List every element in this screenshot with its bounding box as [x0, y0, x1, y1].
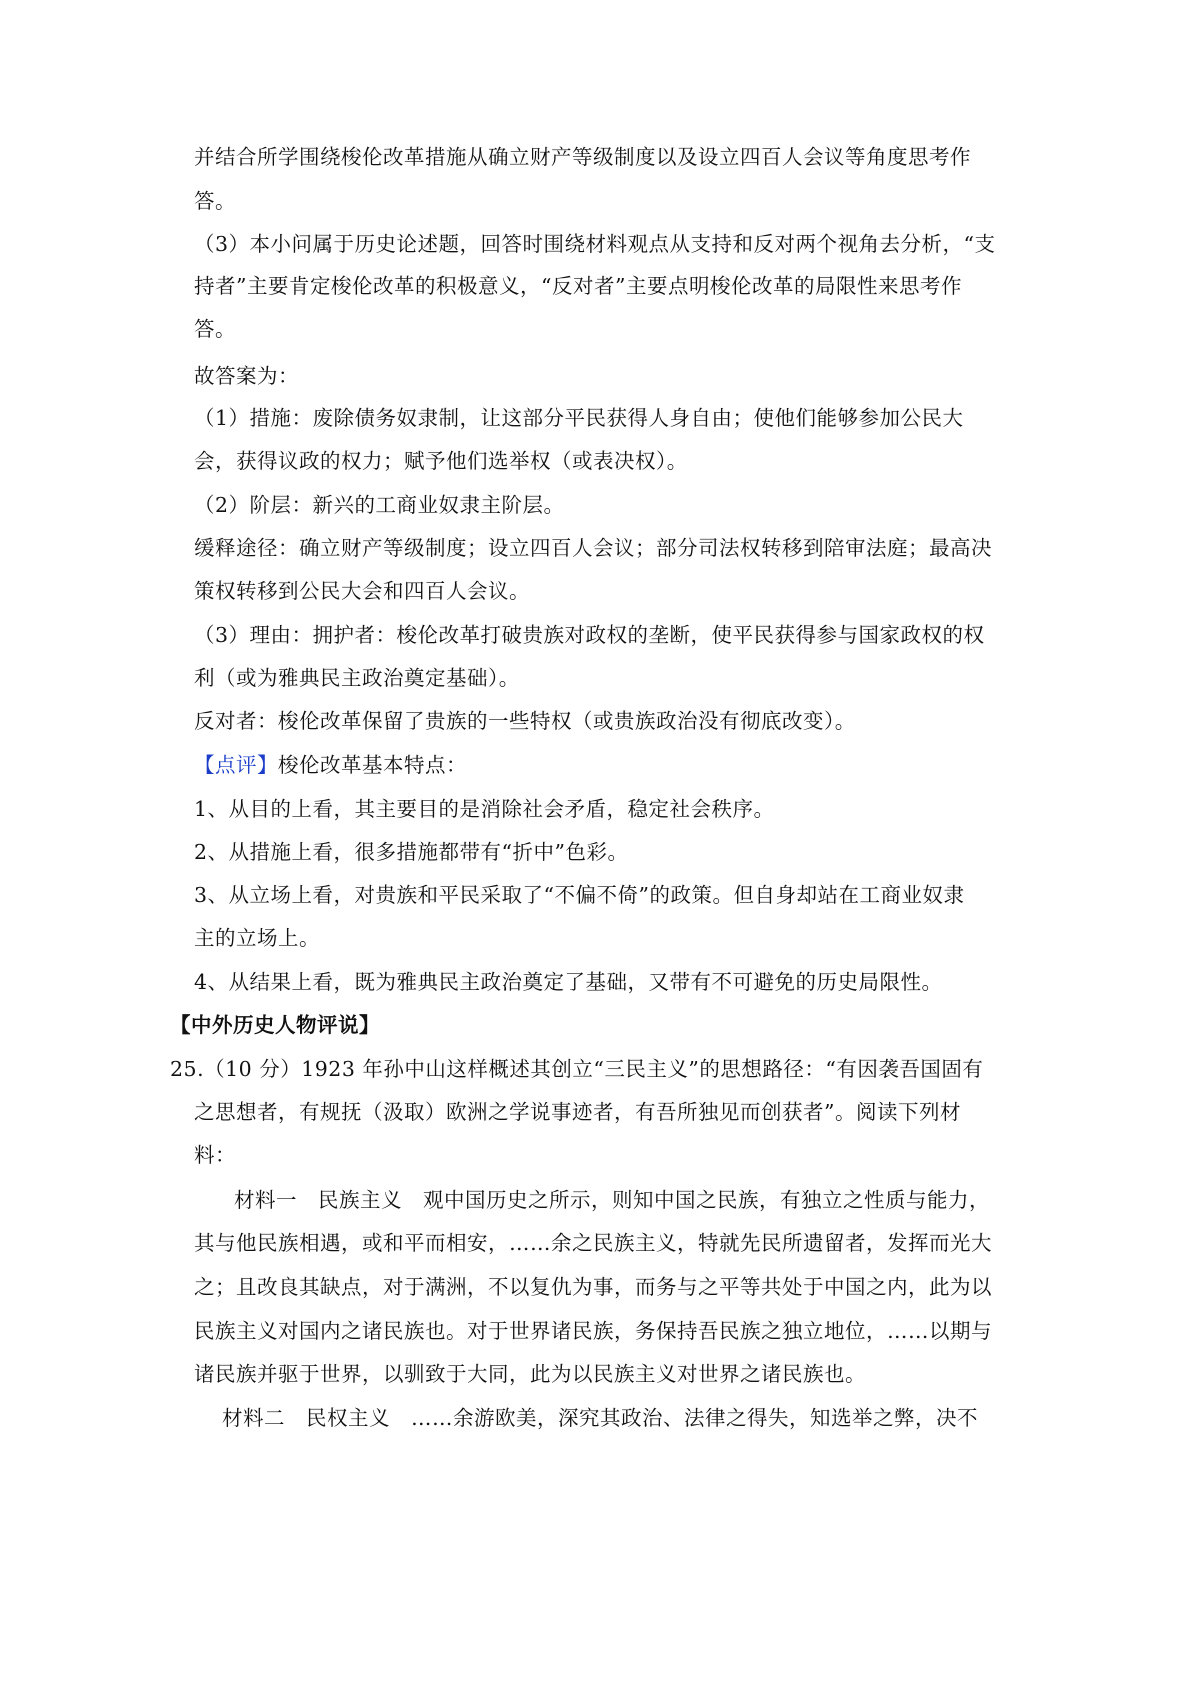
analysis-q3-text: 持者”主要肯定梭伦改革的积极意义，“反对者”主要点明梭伦改革的局限性来思考作 — [194, 274, 962, 298]
answer-3-text: （3）理由：拥护者：梭伦改革打破贵族对政权的垄断，使平民获得参与国家政权的权 — [194, 623, 985, 647]
question-25-stem: 之思想者，有规抚（汲取）欧洲之学说事迹者，有吾所独见而创获者”。阅读下列材 — [194, 1100, 961, 1124]
answer-intro: 故答案为： — [194, 364, 299, 388]
comment-point: 3、从立场上看，对贵族和平民采取了“不偏不倚”的政策。但自身却站在工商业奴隶 — [194, 883, 965, 907]
comment-title-line — [194, 750, 1200, 780]
analysis-q3-text: 答。 — [194, 317, 236, 341]
answer-1-text: （1）措施：废除债务奴隶制，让这部分平民获得人身自由；使他们能够参加公民大 — [194, 406, 964, 430]
answer-2-text: （2）阶层：新兴的工商业奴隶主阶层。 — [194, 493, 565, 517]
comment-point: 1、从目的上看，其主要目的是消除社会矛盾，稳定社会秩序。 — [194, 797, 775, 821]
question-25-stem: 料： — [194, 1143, 236, 1167]
comment-point: 主的立场上。 — [194, 926, 320, 950]
material-1-text: 诸民族并驱于世界，以驯致于大同，此为以民族主义对世界之诸民族也。 — [194, 1362, 866, 1386]
answer-1-text: 会，获得议政的权力；赋予他们选举权（或表决权）。 — [194, 449, 688, 473]
comment-tag: 【点评】 — [194, 753, 278, 777]
comment-point: 2、从措施上看，很多措施都带有“折中”色彩。 — [194, 840, 629, 864]
answer-2-text: 缓释途径：确立财产等级制度；设立四百人会议；部分司法权转移到陪审法庭；最高决 — [194, 536, 992, 560]
answer-3-text: 利（或为雅典民主政治奠定基础）。 — [194, 666, 520, 690]
answer-3-text: 反对者：梭伦改革保留了贵族的一些特权（或贵族政治没有彻底改变）。 — [194, 709, 856, 733]
comment-point: 4、从结果上看，既为雅典民主政治奠定了基础，又带有不可避免的历史局限性。 — [194, 970, 943, 994]
analysis-text: 并结合所学围绕梭伦改革措施从确立财产等级制度以及设立四百人会议等角度思考作 — [194, 145, 971, 169]
comment-title: 梭伦改革基本特点： — [278, 753, 467, 777]
material-2-text: 材料二 民权主义 ……余游欧美，深究其政治、法律之得失，知选举之弊，决不 — [222, 1406, 978, 1430]
material-1-text: 其与他民族相遇，或和平而相安，……余之民族主义，特就先民所遗留者，发挥而光大 — [194, 1231, 992, 1255]
section-heading: 【中外历史人物评说】 — [170, 1013, 380, 1037]
material-1-text: 之；且改良其缺点，对于满洲，不以复仇为事，而务与之平等共处于中国之内，此为以 — [194, 1275, 992, 1299]
analysis-q3-text: （3）本小问属于历史论述题，回答时围绕材料观点从支持和反对两个视角去分析，“支 — [194, 232, 996, 256]
answer-2-text: 策权转移到公民大会和四百人会议。 — [194, 579, 530, 603]
material-1-text: 材料一 民族主义 观中国历史之所示，则知中国之民族，有独立之性质与能力， — [234, 1188, 990, 1212]
question-25-stem: 25.（10 分）1923 年孙中山这样概述其创立“三民主义”的思想路径：“有因袭吾国固有 — [170, 1057, 984, 1081]
material-1-text: 民族主义对国内之诸民族也。对于世界诸民族，务保持吾民族之独立地位，……以期与 — [194, 1319, 992, 1343]
analysis-text: 答。 — [194, 189, 236, 213]
